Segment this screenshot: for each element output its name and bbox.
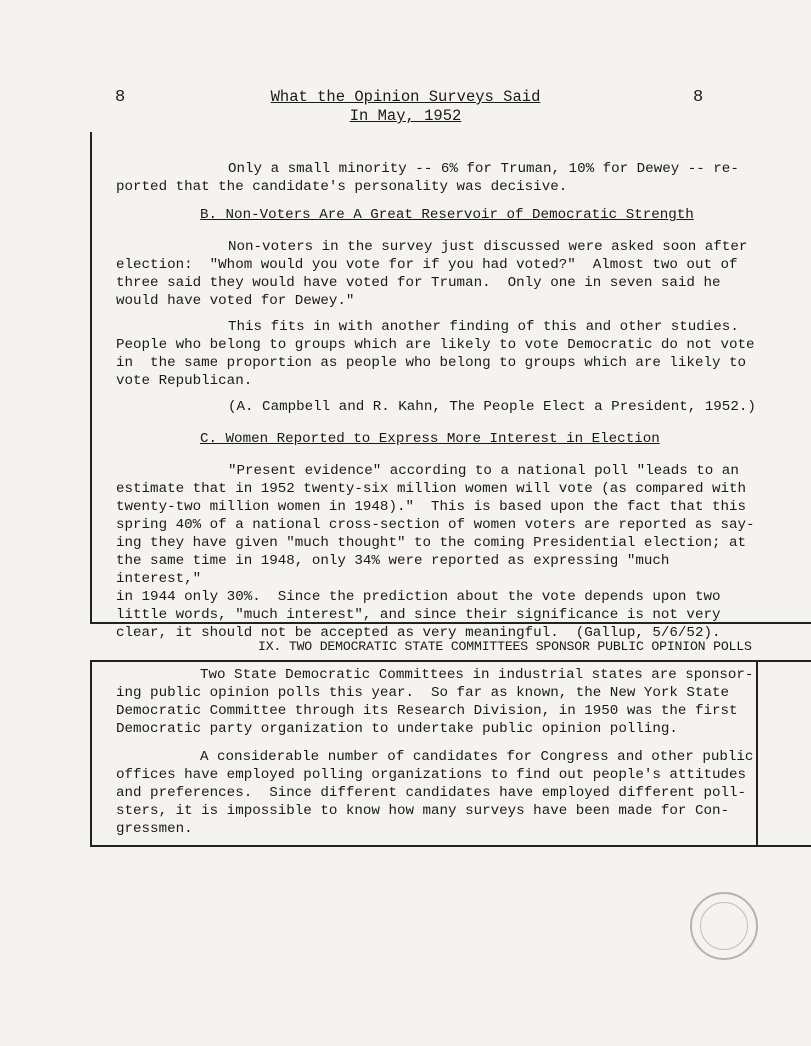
section-ix-paragraph-2: [116, 748, 756, 838]
title-line-1: What the Opinion Surveys Said: [270, 88, 541, 106]
paragraph-line: estimate that in 1952 twenty-six million women will vote (as compared with: [116, 481, 747, 497]
paragraph-line: three said they would have voted for Truman. Only one in seven said he: [116, 275, 721, 291]
paragraph-line: twenty-two million women in 1948)." This is based upon the fact that this: [116, 499, 747, 515]
paragraph-line: gressmen.: [116, 821, 193, 837]
section-ix-paragraph-1: [116, 666, 756, 738]
section-c-paragraph: [116, 462, 756, 642]
paragraph-line: sters, it is impossible to know how many surveys have been made for Con-: [116, 803, 729, 819]
paragraph-line: A considerable number of candidates for Congress and other public: [200, 749, 754, 765]
paragraph-line: Non-voters in the survey just discussed were asked soon after: [228, 239, 748, 255]
paragraph-line: in 1944 only 30%. Since the prediction about the vote depends upon two: [116, 589, 721, 605]
paragraph-line: Democratic party organization to undertake public opinion polling.: [116, 721, 678, 737]
section-b-heading: B. Non-Voters Are A Great Reservoir of Democratic Strength: [200, 207, 694, 223]
section-b-paragraph-2: [116, 318, 756, 390]
paragraph-line: clear, it should not be accepted as very meaningful. (Gallup, 5/6/52).: [116, 625, 721, 641]
intro-line: ported that the candidate's personality was decisive.: [116, 179, 568, 195]
paragraph-line: little words, "much interest", and since their significance is not very: [116, 607, 721, 623]
archive-stamp-icon: [690, 892, 758, 960]
box-right-border: [756, 660, 758, 845]
paragraph-line: spring 40% of a national cross-section of women voters are reported as say-: [116, 517, 755, 533]
paragraph-line: "Present evidence" according to a national poll "leads to an: [228, 463, 739, 479]
paragraph-line: People who belong to groups which are likely to vote Democratic do not vote: [116, 337, 755, 353]
paragraph-line: This fits in with another finding of this and other studies.: [228, 319, 739, 335]
section-b-paragraph-1: [116, 238, 756, 310]
paragraph-line: in the same proportion as people who belong to groups which are likely to: [116, 355, 747, 371]
section-c-heading: C. Women Reported to Express More Interest in Election: [200, 431, 660, 447]
paragraph-line: Two State Democratic Committees in industrial states are sponsor-: [200, 667, 754, 683]
paragraph-line: election: "Whom would you vote for if you had voted?" Almost two out of: [116, 257, 738, 273]
paragraph-line: Democratic Committee through its Research Division, in 1950 was the first: [116, 703, 738, 719]
page-number-right: 8: [693, 88, 704, 107]
title-line-2: In May, 1952: [349, 107, 462, 125]
paragraph-line: ing public opinion polls this year. So far as known, the New York State: [116, 685, 729, 701]
paragraph-line: would have voted for Dewey.": [116, 293, 355, 309]
intro-paragraph: [116, 160, 756, 196]
citation: (A. Campbell and R. Kahn, The People Elect a President, 1952.): [228, 399, 756, 415]
intro-line: Only a small minority -- 6% for Truman, 10% for Dewey -- re-: [228, 161, 739, 177]
paragraph-line: the same time in 1948, only 34% were reported as expressing "much interest,": [116, 553, 678, 587]
page-title: [0, 88, 811, 126]
paragraph-line: vote Republican.: [116, 373, 253, 389]
paragraph-line: offices have employed polling organizations to find out people's attitudes: [116, 767, 747, 783]
paragraph-line: ing they have given "much thought" to the coming Presidential election; at: [116, 535, 747, 551]
section-ix-heading: IX. TWO DEMOCRATIC STATE COMMITTEES SPONSOR PUBLIC OPINION POLLS: [258, 639, 752, 654]
page-number-left: 8: [115, 88, 126, 107]
paragraph-line: and preferences. Since different candidates have employed different poll-: [116, 785, 747, 801]
